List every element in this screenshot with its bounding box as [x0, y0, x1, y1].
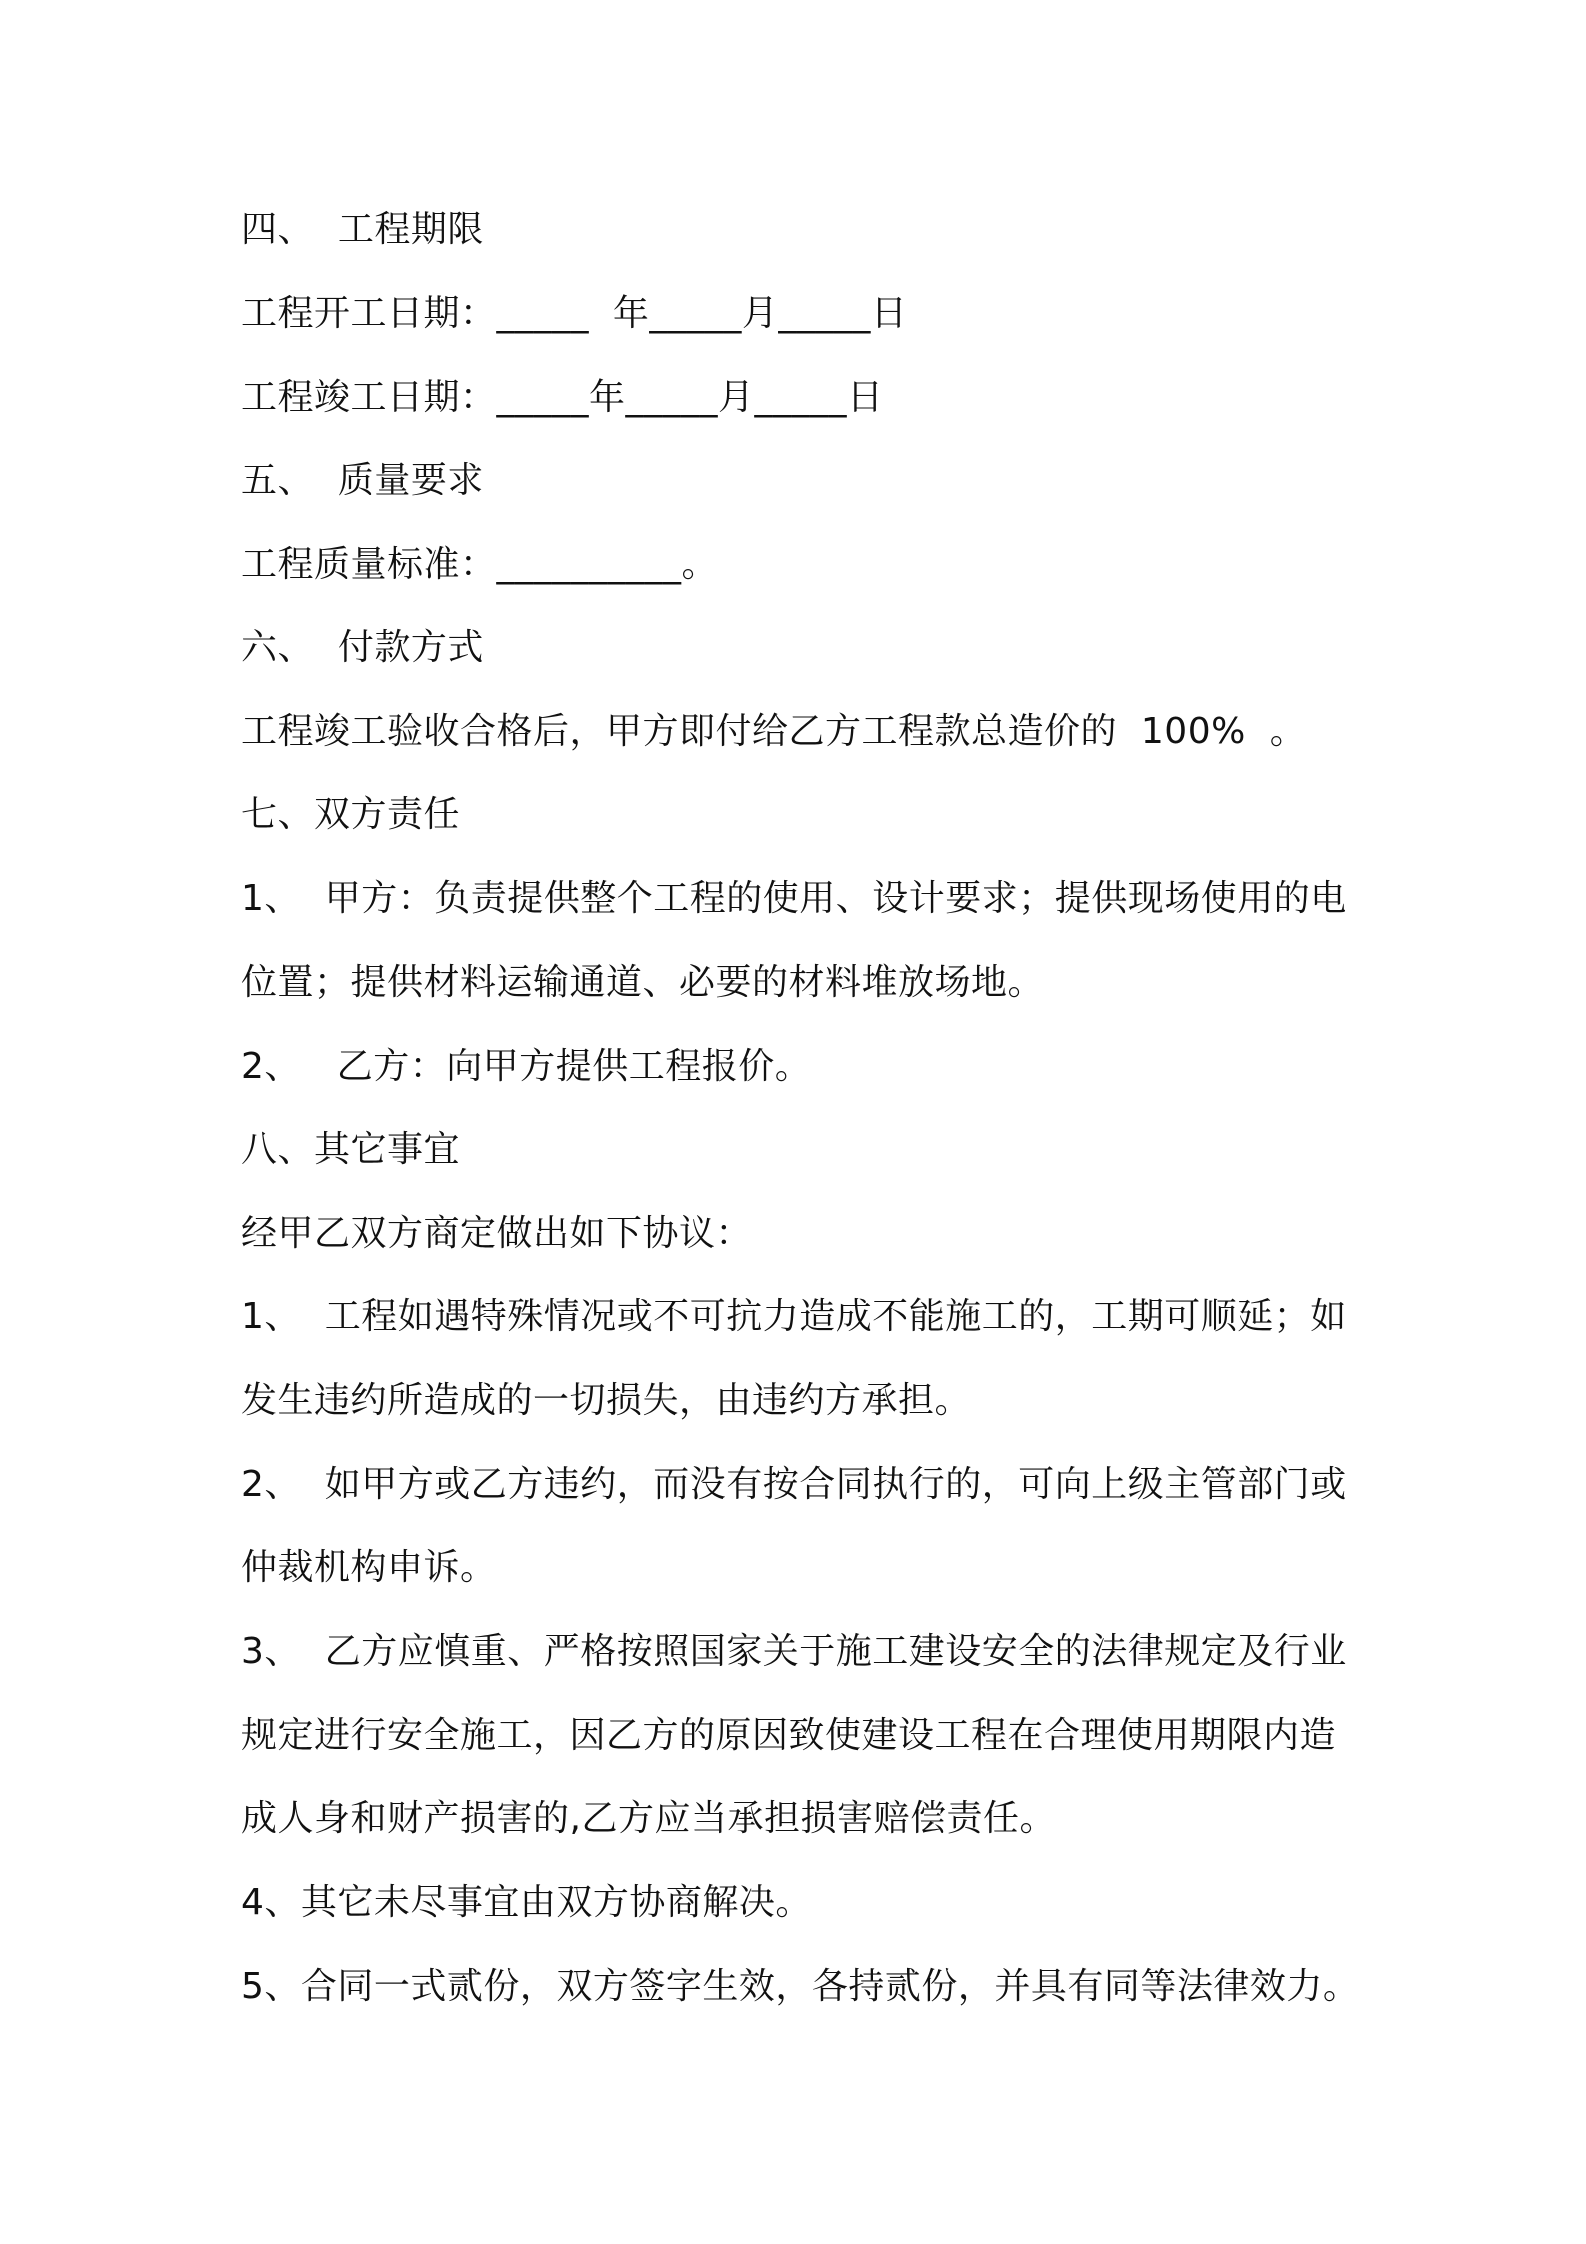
clause-1-line-1: 1、 工程如遇特殊情况或不可抗力造成不能施工的，工期可顺延；如: [241, 1296, 1347, 1337]
party-a-duty-line-1: 1、 甲方：负责提供整个工程的使用、设计要求；提供现场使用的电: [241, 878, 1347, 919]
agreement-intro-line: 经甲乙双方商定做出如下协议：: [241, 1213, 753, 1254]
party-a-duty-line-2: 位置；提供材料运输通道、必要的材料堆放场地。: [241, 962, 1045, 1003]
section-heading-8: 八、其它事宜: [241, 1129, 461, 1170]
clause-2-line-1: 2、 如甲方或乙方违约，而没有按合同执行的，可向上级主管部门或: [241, 1464, 1347, 1505]
clause-5-line: 5、合同一式贰份，双方签字生效，各持贰份，并具有同等法律效力。: [241, 1966, 1360, 2007]
clause-1-line-2: 发生违约所造成的一切损失，由违约方承担。: [241, 1380, 972, 1421]
quality-standard-line: 工程质量标准：__________。: [241, 544, 719, 585]
section-heading-6: 六、 付款方式: [241, 627, 484, 668]
start-date-line: 工程开工日期：_____ 年_____月_____日: [241, 293, 908, 334]
payment-line: 工程竣工验收合格后，甲方即付给乙方工程款总造价的 100% 。: [241, 711, 1307, 752]
section-heading-5: 五、 质量要求: [241, 460, 484, 501]
completion-date-line: 工程竣工日期：_____年_____月_____日: [241, 377, 884, 418]
section-heading-7: 七、双方责任: [241, 794, 461, 835]
party-b-duty-line: 2、 乙方：向甲方提供工程报价。: [241, 1046, 812, 1087]
clause-3-line-2: 规定进行安全施工，因乙方的原因致使建设工程在合理使用期限内造: [241, 1715, 1337, 1756]
clause-3-line-1: 3、 乙方应慎重、严格按照国家关于施工建设安全的法律规定及行业: [241, 1631, 1347, 1672]
section-heading-4: 四、 工程期限: [241, 209, 484, 250]
clause-4-line: 4、其它未尽事宜由双方协商解决。: [241, 1882, 812, 1923]
clause-3-line-3: 成人身和财产损害的,乙方应当承担损害赔偿责任。: [241, 1798, 1056, 1839]
clause-2-line-2: 仲裁机构申诉。: [241, 1547, 497, 1588]
